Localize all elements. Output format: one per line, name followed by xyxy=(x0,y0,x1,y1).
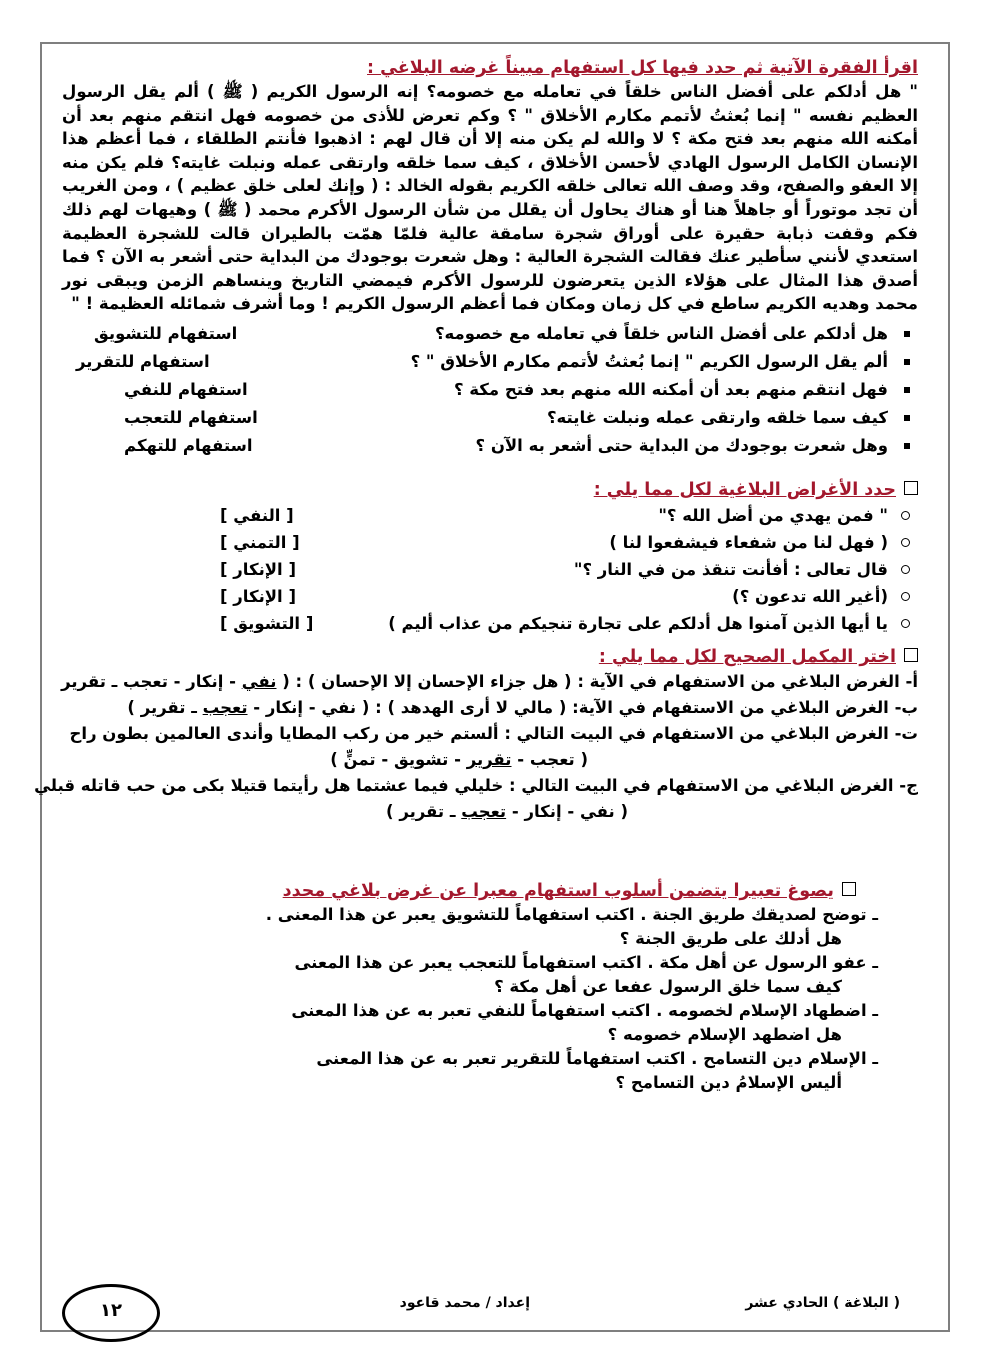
answer-text: [ الإنكار ] xyxy=(220,586,296,606)
task-answer: كيف سما خلق الرسول عفعا عن أهل مكة ؟ xyxy=(494,976,842,996)
mc-question-c xyxy=(62,721,918,747)
circle-bullet-icon xyxy=(901,565,910,574)
options-text: ( تعجب - xyxy=(517,749,588,769)
question-text: ألم يقل الرسول الكريم " إنما بُعثتُ لأتمم مكارم الأخلاق " ؟ xyxy=(410,351,888,371)
answer-text: استفهام للتهكم xyxy=(124,435,253,455)
checkbox-icon xyxy=(904,648,918,662)
question-text: فهل انتقم منهم بعد أن أمكنه الله منهم بعد فتح مكة ؟ xyxy=(453,379,888,399)
mc-question-d xyxy=(34,773,918,799)
question-text: ب- الغرض البلاغي من الاستفهام في الآية: ( مالي لا أرى الهدهد ) : ( نفي - إنكار - xyxy=(253,697,918,717)
circle-bullet-icon xyxy=(901,619,910,628)
question-text: قال تعالى : أفأنت تنقذ من في النار ؟" xyxy=(573,559,888,579)
list-item xyxy=(62,376,918,404)
answer-text: استفهام للنفي xyxy=(124,379,248,399)
section1-list xyxy=(62,320,918,460)
section3-heading: اختر المكمل الصحيح لكل مما يلي : xyxy=(62,647,918,667)
square-bullet-icon xyxy=(904,359,910,365)
list-item xyxy=(62,348,918,376)
task-prompt: ـ توضح لصديقك طريق الجنة . اكتب استفهاماً للتشويق يعبر عن هذا المعنى . xyxy=(265,904,878,924)
question-text: كيف سما خلقه وارتقى عمله ونبلت غايته؟ xyxy=(546,407,888,427)
options-text: - إنكار - تعجب ـ تقرير xyxy=(61,671,236,691)
circle-bullet-icon xyxy=(901,592,910,601)
question-text: ج- الغرض البلاغي من الاستفهام في البيت التالي : خليلي فيما عشتما هل رأيتما قتيلا بكى من حب قاتله قبلي xyxy=(34,775,918,795)
list-item xyxy=(62,320,918,348)
list-item xyxy=(62,529,918,556)
task-prompt: ـ اضطهاد الإسلام لخصومه . اكتب استفهاماً للنفي تعبر به عن هذا المعنى xyxy=(291,1000,878,1020)
question-text: " فمن يهدي من أضل الله ؟" xyxy=(658,505,888,525)
task-answer: أليس الإسلامُ دين التسامح ؟ xyxy=(615,1072,842,1092)
question-text: ت- الغرض البلاغي من الاستفهام في البيت التالي : ألستم خير من ركب المطايا وأندى العالمين بطون راح xyxy=(69,723,918,743)
answer-text: استفهام للتقرير xyxy=(76,351,210,371)
task-prompt: ـ الإسلام دين التسامح . اكتب استفهاماً للتقرير تعبر به عن هذا المعنى xyxy=(316,1048,878,1068)
selected-option: تعجب xyxy=(202,697,248,717)
answer-text: استفهام للتعجب xyxy=(124,407,258,427)
checkbox-icon xyxy=(842,882,856,896)
square-bullet-icon xyxy=(904,387,910,393)
circle-bullet-icon xyxy=(901,511,910,520)
list-item xyxy=(62,556,918,583)
mc-question-b xyxy=(62,695,918,721)
footer-author: إعداد / محمد قاعود xyxy=(399,1295,530,1311)
square-bullet-icon xyxy=(904,443,910,449)
options-text: ـ تقرير ) xyxy=(127,697,197,717)
question-text: (أغير الله تدعون ؟) xyxy=(732,586,888,606)
section4-tasks xyxy=(62,903,918,1095)
list-item xyxy=(62,583,918,610)
answer-text: [ التشويق ] xyxy=(220,613,314,633)
task-answer: هل أدلك على طريق الجنة ؟ xyxy=(619,928,842,948)
question-text: يا أيها الذين آمنوا هل أدلكم على تجارة تنجيكم من عذاب أليم ) xyxy=(388,613,888,633)
selected-option: تعجب xyxy=(461,801,507,821)
list-item xyxy=(62,432,918,460)
question-text: ( فهل لنا من شفعاء فيشفعوا لنا ) xyxy=(609,532,888,552)
mc-question-a xyxy=(62,669,918,695)
list-item xyxy=(62,502,918,529)
section1-paragraph: " هل أدلكم على أفضل الناس خلقاً في تعامله مع خصومه؟ إنه الرسول الكريم ( ﷺ ) ألم يقل الرسول العظيم نفسه " إنما بُعثتُ لأتمم مكارم الأخلاق " ؟ وكم تعرض للأذى من خصومه فهل انتقم منهم بعد أن أمكنه الله منهم بعد فتح مكة ؟ لا والله لم يكن منه إلا أن قال لهم : اذهبوا فأنتم الطلقاء ، فما أعظم هذا الإنسان الكامل الرسول الهادي لأحسن الأخلاق ، كيف سما خلقه وارتقى عمله ونبلت غايته؟ فلم يكن منه إلا العفو والصفح، وقد وصف الله تعالى خلقه الكريم بقوله الخالد : ( وإنك لعلى خلق عظيم ) ، ومن الغريب أن تجد موتوراً أو جاهلاً هنا أو هناك يحاول أن يقلل من شأن الرسول الأكرم محمد ( ﷺ ) وهيهات لهم ذلك فكم وقفت ذبابة حقيرة على أوراق شجرة سامقة عالية فلمّا همّت بالطيران قالت للشجرة العظيمة استعدي لأنني سأطير عنك فقالت الشجرة العالية : وهل شعرت بوجودك من البداية حتى أشعر به الآن ؟ فما أصدق هذا المثال على هؤلاء الذين يتعرضون للرسول الأكرم فيمضي التاريخ وينساهم الزمن ويبقى نور محمد وهديه الكريم ساطع في كل زمان ومكان فما أعظم الرسول الكريم ! وما أشرف شمائله العظيمة ! " xyxy=(62,82,918,314)
footer-subject: ( البلاغة ) الحادي عشر xyxy=(745,1295,900,1311)
task-answer: هل اضطهد الإسلام خصومه ؟ xyxy=(607,1024,842,1044)
options-text: ( نفي - إنكار - xyxy=(511,801,628,821)
page-footer xyxy=(40,1277,950,1317)
question-text: وهل شعرت بوجودك من البداية حتى أشعر به الآن ؟ xyxy=(475,435,888,455)
answer-text: [ النفي ] xyxy=(220,505,294,525)
answer-text: استفهام للتشويق xyxy=(94,323,238,343)
answer-text: [ التمني ] xyxy=(220,532,300,552)
task-prompt: ـ عفو الرسول عن أهل مكة . اكتب استفهاماً للتعجب يعبر عن هذا المعنى xyxy=(294,952,878,972)
list-item xyxy=(62,404,918,432)
section4-heading: يصوغ تعبيرا يتضمن أسلوب استفهام معبرا عن غرض بلاغي محدد xyxy=(62,881,918,901)
answer-text: [ الإنكار ] xyxy=(220,559,296,579)
mc-options-c xyxy=(62,747,918,773)
section1-heading: اقرأ الفقرة الآتية ثم حدد فيها كل استفهام مبيناً غرضه البلاغي : xyxy=(367,58,918,78)
question-text: هل أدلكم على أفضل الناس خلقاً في تعامله مع خصومه؟ xyxy=(434,323,888,343)
checkbox-icon xyxy=(904,481,918,495)
square-bullet-icon xyxy=(904,331,910,337)
section2-heading: حدد الأغراض البلاغية لكل مما يلي : xyxy=(62,480,918,500)
list-item xyxy=(62,610,918,637)
selected-option: نفي xyxy=(241,671,277,691)
selected-option: تقرير xyxy=(466,749,512,769)
section3-questions xyxy=(34,669,918,825)
circle-bullet-icon xyxy=(901,538,910,547)
question-text: أ- الغرض البلاغي من الاستفهام في الآية : ( هل جزاء الإحسان إلا الإحسان ) : ( xyxy=(282,671,918,691)
square-bullet-icon xyxy=(904,415,910,421)
page-number: ١٢ xyxy=(62,1284,160,1342)
options-text: - تشويق - تمنٍّ ) xyxy=(330,749,461,769)
options-text: ـ تقرير ) xyxy=(386,801,456,821)
section2-list xyxy=(62,502,918,637)
worksheet-content xyxy=(34,58,918,1095)
mc-options-d xyxy=(62,799,918,825)
